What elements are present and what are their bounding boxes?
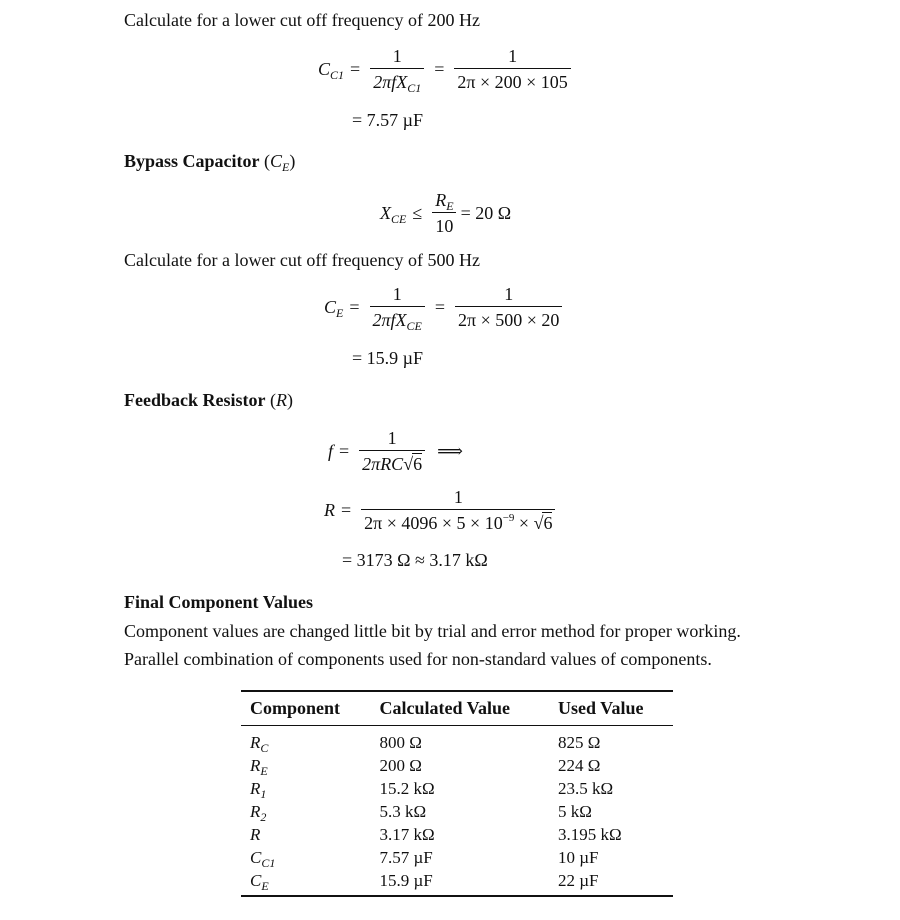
component-symbol: $C_{C1}$	[250, 848, 276, 870]
calculated-value: 15.9 µF	[379, 871, 433, 890]
table-row	[241, 777, 673, 800]
coupling-capacitor-equation: $C_{C1}$ = $\frac{1}{2\pi fX_{C1}}$ = $\frac{1}{2\pi \times 200 \times 105}$	[318, 46, 575, 92]
final-values-heading: Final Component Values	[124, 592, 314, 612]
bypass-capacitor-heading: Bypass Capacitor $(C_E)$	[124, 151, 296, 174]
final-values-paragraph-1: Component values are changed little bit by trial and error method for proper working.	[124, 621, 741, 641]
coupling-intro-text: Calculate for a lower cut off frequency of 200 Hz	[124, 10, 481, 30]
coupling-capacitor-result: = 7.57 µF	[352, 110, 424, 130]
used-value: 3.195 kΩ	[557, 825, 622, 844]
implies-arrow: ⟹	[437, 440, 463, 461]
column-header-component: Component	[241, 691, 370, 726]
bypass-intro-text: Calculate for a lower cut off frequency of 500 Hz	[124, 250, 481, 270]
final-values-paragraph-2: Parallel combination of components used for non-standard values of components.	[124, 649, 712, 669]
fraction: $\frac{1}{2\pi \times 500 \times 20}$	[455, 284, 562, 330]
bypass-capacitor-result: = 15.9 µF	[352, 348, 424, 368]
calculated-value: 3.17 kΩ	[379, 825, 435, 844]
used-value: 22 µF	[557, 871, 599, 890]
calculated-value: 800 Ω	[379, 733, 422, 752]
fraction: $\frac{1}{2\pi \times 200 \times 105}$	[454, 46, 570, 92]
fraction: $\frac{R_E}{10}$	[432, 190, 456, 236]
feedback-resistor-equation: R = $\frac{1}{2\pi \times 4096 \times 5 \times 10^{-9} \times √6}$	[324, 487, 559, 533]
component-values-table	[241, 690, 673, 897]
used-value: 5 kΩ	[557, 802, 592, 821]
equation-lhs: $C_{C1}$	[318, 58, 345, 82]
component-symbol: $R_C$	[250, 733, 269, 755]
table-row	[241, 823, 673, 846]
component-symbol: $R_E$	[250, 756, 268, 778]
table-row	[241, 846, 673, 869]
used-value: 224 Ω	[557, 756, 601, 775]
used-value: 23.5 kΩ	[557, 779, 614, 798]
feedback-resistor-heading: Feedback Resistor (R)	[124, 390, 293, 410]
calculated-value: 15.2 kΩ	[379, 779, 435, 798]
used-value: 10 µF	[557, 848, 599, 867]
table-row	[241, 869, 673, 896]
calculated-value: 7.57 µF	[379, 848, 433, 867]
fraction: $\frac{1}{\text{2πRC√6}}$	[359, 428, 425, 474]
calculated-value: 5.3 kΩ	[379, 802, 427, 821]
table-header-row	[241, 691, 673, 726]
fraction: $\frac{1}{2\pi fX_{CE}}$	[370, 284, 425, 330]
feedback-frequency-equation: f = $\frac{1}{\text{2πRC√6}}$ ⟹	[328, 428, 463, 474]
table-row	[241, 800, 673, 823]
calculated-value: 200 Ω	[379, 756, 422, 775]
component-symbol: $C_E$	[250, 871, 269, 893]
fraction: $\frac{1}{2\pi fX_{C1}}$	[370, 46, 424, 92]
used-value: 825 Ω	[557, 733, 601, 752]
fraction: $\frac{1}{2\pi \times 4096 \times 5 \times 10^{-9} \times √6}$	[361, 487, 555, 533]
table-row	[241, 726, 673, 755]
bypass-capacitor-equation: $C_E$ = $\frac{1}{2\pi fX_{CE}}$ = $\frac{1}{2\pi \times 500 \times 20}$	[324, 284, 566, 330]
component-symbol: $R_2$	[250, 802, 267, 824]
component-symbol: $R_1$	[250, 779, 267, 801]
component-symbol: R	[250, 825, 261, 844]
column-header-used: Used Value	[549, 691, 673, 726]
column-header-calculated: Calculated Value	[370, 691, 548, 726]
feedback-resistor-result: = 3173 Ω ≈ 3.17 kΩ	[342, 550, 488, 570]
table-row	[241, 754, 673, 777]
bypass-condition-equation: $X_{CE}$ ≤ $\frac{R_E}{10}$ = 20 Ω	[380, 190, 512, 236]
